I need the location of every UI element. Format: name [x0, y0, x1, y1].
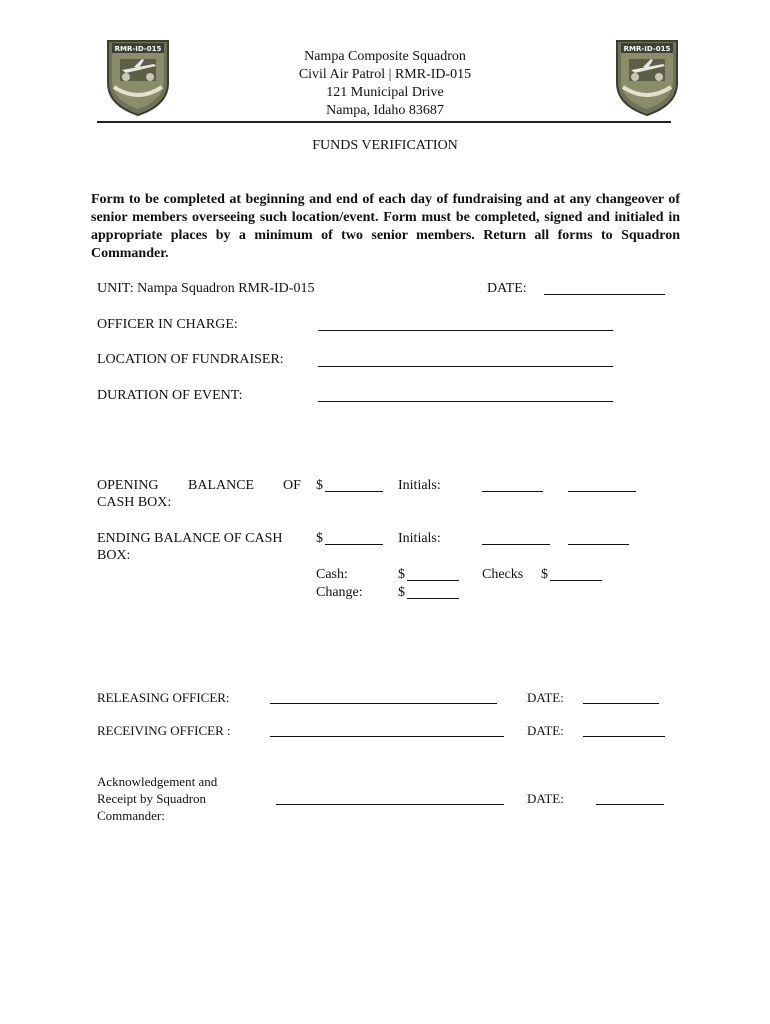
- ending-balance-field[interactable]: [325, 544, 383, 545]
- location-label: LOCATION OF FUNDRAISER:: [97, 352, 284, 367]
- squadron-seal-right: [613, 37, 681, 117]
- org-street: 121 Municipal Drive: [326, 85, 444, 100]
- svg-text:RMR-ID-015: RMR-ID-015: [114, 45, 162, 53]
- unit-label: UNIT: Nampa Squadron RMR-ID-015: [97, 281, 315, 296]
- releasing-date-label: DATE:: [527, 690, 564, 705]
- releasing-date-field[interactable]: [583, 703, 659, 704]
- releasing-officer-field[interactable]: [270, 703, 497, 704]
- instructions: Form to be completed at beginning and end of each day of fundraising and at any changeover of senior members overseeing such location/event. Form must be completed, signed and initialed in appropriate places by a minimum of two senior members. Return all forms to Squadron Commander.: [91, 192, 680, 261]
- checks-label: Checks: [482, 567, 524, 582]
- cash-label: Cash:: [316, 567, 348, 582]
- ending-balance-label-1: ENDING BALANCE OF CASH: [97, 531, 283, 546]
- opening-word-3: OF: [283, 478, 301, 493]
- checks-field[interactable]: [550, 580, 602, 581]
- opening-initials-label: Initials:: [398, 478, 441, 493]
- releasing-officer-label: RELEASING OFFICER:: [97, 690, 230, 705]
- ending-initials-field-1[interactable]: [482, 544, 550, 545]
- opening-initials-field-1[interactable]: [482, 491, 543, 492]
- change-label: Change:: [316, 585, 363, 600]
- letterhead: [230, 48, 540, 120]
- cash-dollar-sign: $: [398, 567, 405, 582]
- form-title: FUNDS VERIFICATION: [312, 138, 458, 153]
- opening-balance-field[interactable]: [325, 491, 383, 492]
- ending-initials-label: Initials:: [398, 531, 441, 546]
- commander-signature-field[interactable]: [276, 804, 504, 805]
- location-field[interactable]: [318, 366, 613, 367]
- change-dollar-sign: $: [398, 585, 405, 600]
- receiving-officer-label: RECEIVING OFFICER :: [97, 723, 231, 738]
- duration-field[interactable]: [318, 401, 613, 402]
- date-label: DATE:: [487, 281, 527, 296]
- org-affiliation: Civil Air Patrol | RMR-ID-015: [298, 67, 472, 82]
- officer-in-charge-label: OFFICER IN CHARGE:: [97, 317, 238, 332]
- ack-label-3: Commander:: [97, 808, 165, 823]
- receiving-date-field[interactable]: [583, 736, 665, 737]
- opening-initials-field-2[interactable]: [568, 491, 636, 492]
- opening-word-2: BALANCE: [188, 478, 255, 493]
- svg-text:RMR-ID-015: RMR-ID-015: [623, 45, 671, 53]
- ack-label-2: Receipt by Squadron: [97, 791, 207, 806]
- ending-balance-label-2: BOX:: [97, 548, 131, 563]
- ack-date-label: DATE:: [527, 791, 564, 806]
- receiving-officer-field[interactable]: [270, 736, 504, 737]
- org-city: Nampa, Idaho 83687: [326, 103, 444, 118]
- opening-word-1: OPENING: [97, 478, 159, 493]
- checks-dollar-sign: $: [541, 567, 548, 582]
- officer-in-charge-field[interactable]: [318, 330, 613, 331]
- org-name: Nampa Composite Squadron: [304, 49, 466, 64]
- receiving-date-label: DATE:: [527, 723, 564, 738]
- ack-date-field[interactable]: [596, 804, 664, 805]
- squadron-seal-left: [104, 37, 172, 117]
- duration-label: DURATION OF EVENT:: [97, 388, 243, 403]
- opening-balance-label: CASH BOX:: [97, 495, 172, 510]
- cash-field[interactable]: [407, 580, 459, 581]
- ack-label-1: Acknowledgement and: [97, 774, 218, 789]
- date-field[interactable]: [544, 294, 665, 295]
- change-field[interactable]: [407, 598, 459, 599]
- ending-initials-field-2[interactable]: [568, 544, 629, 545]
- header-rule: [97, 121, 671, 123]
- opening-dollar-sign: $: [316, 478, 323, 493]
- ending-dollar-sign: $: [316, 531, 323, 546]
